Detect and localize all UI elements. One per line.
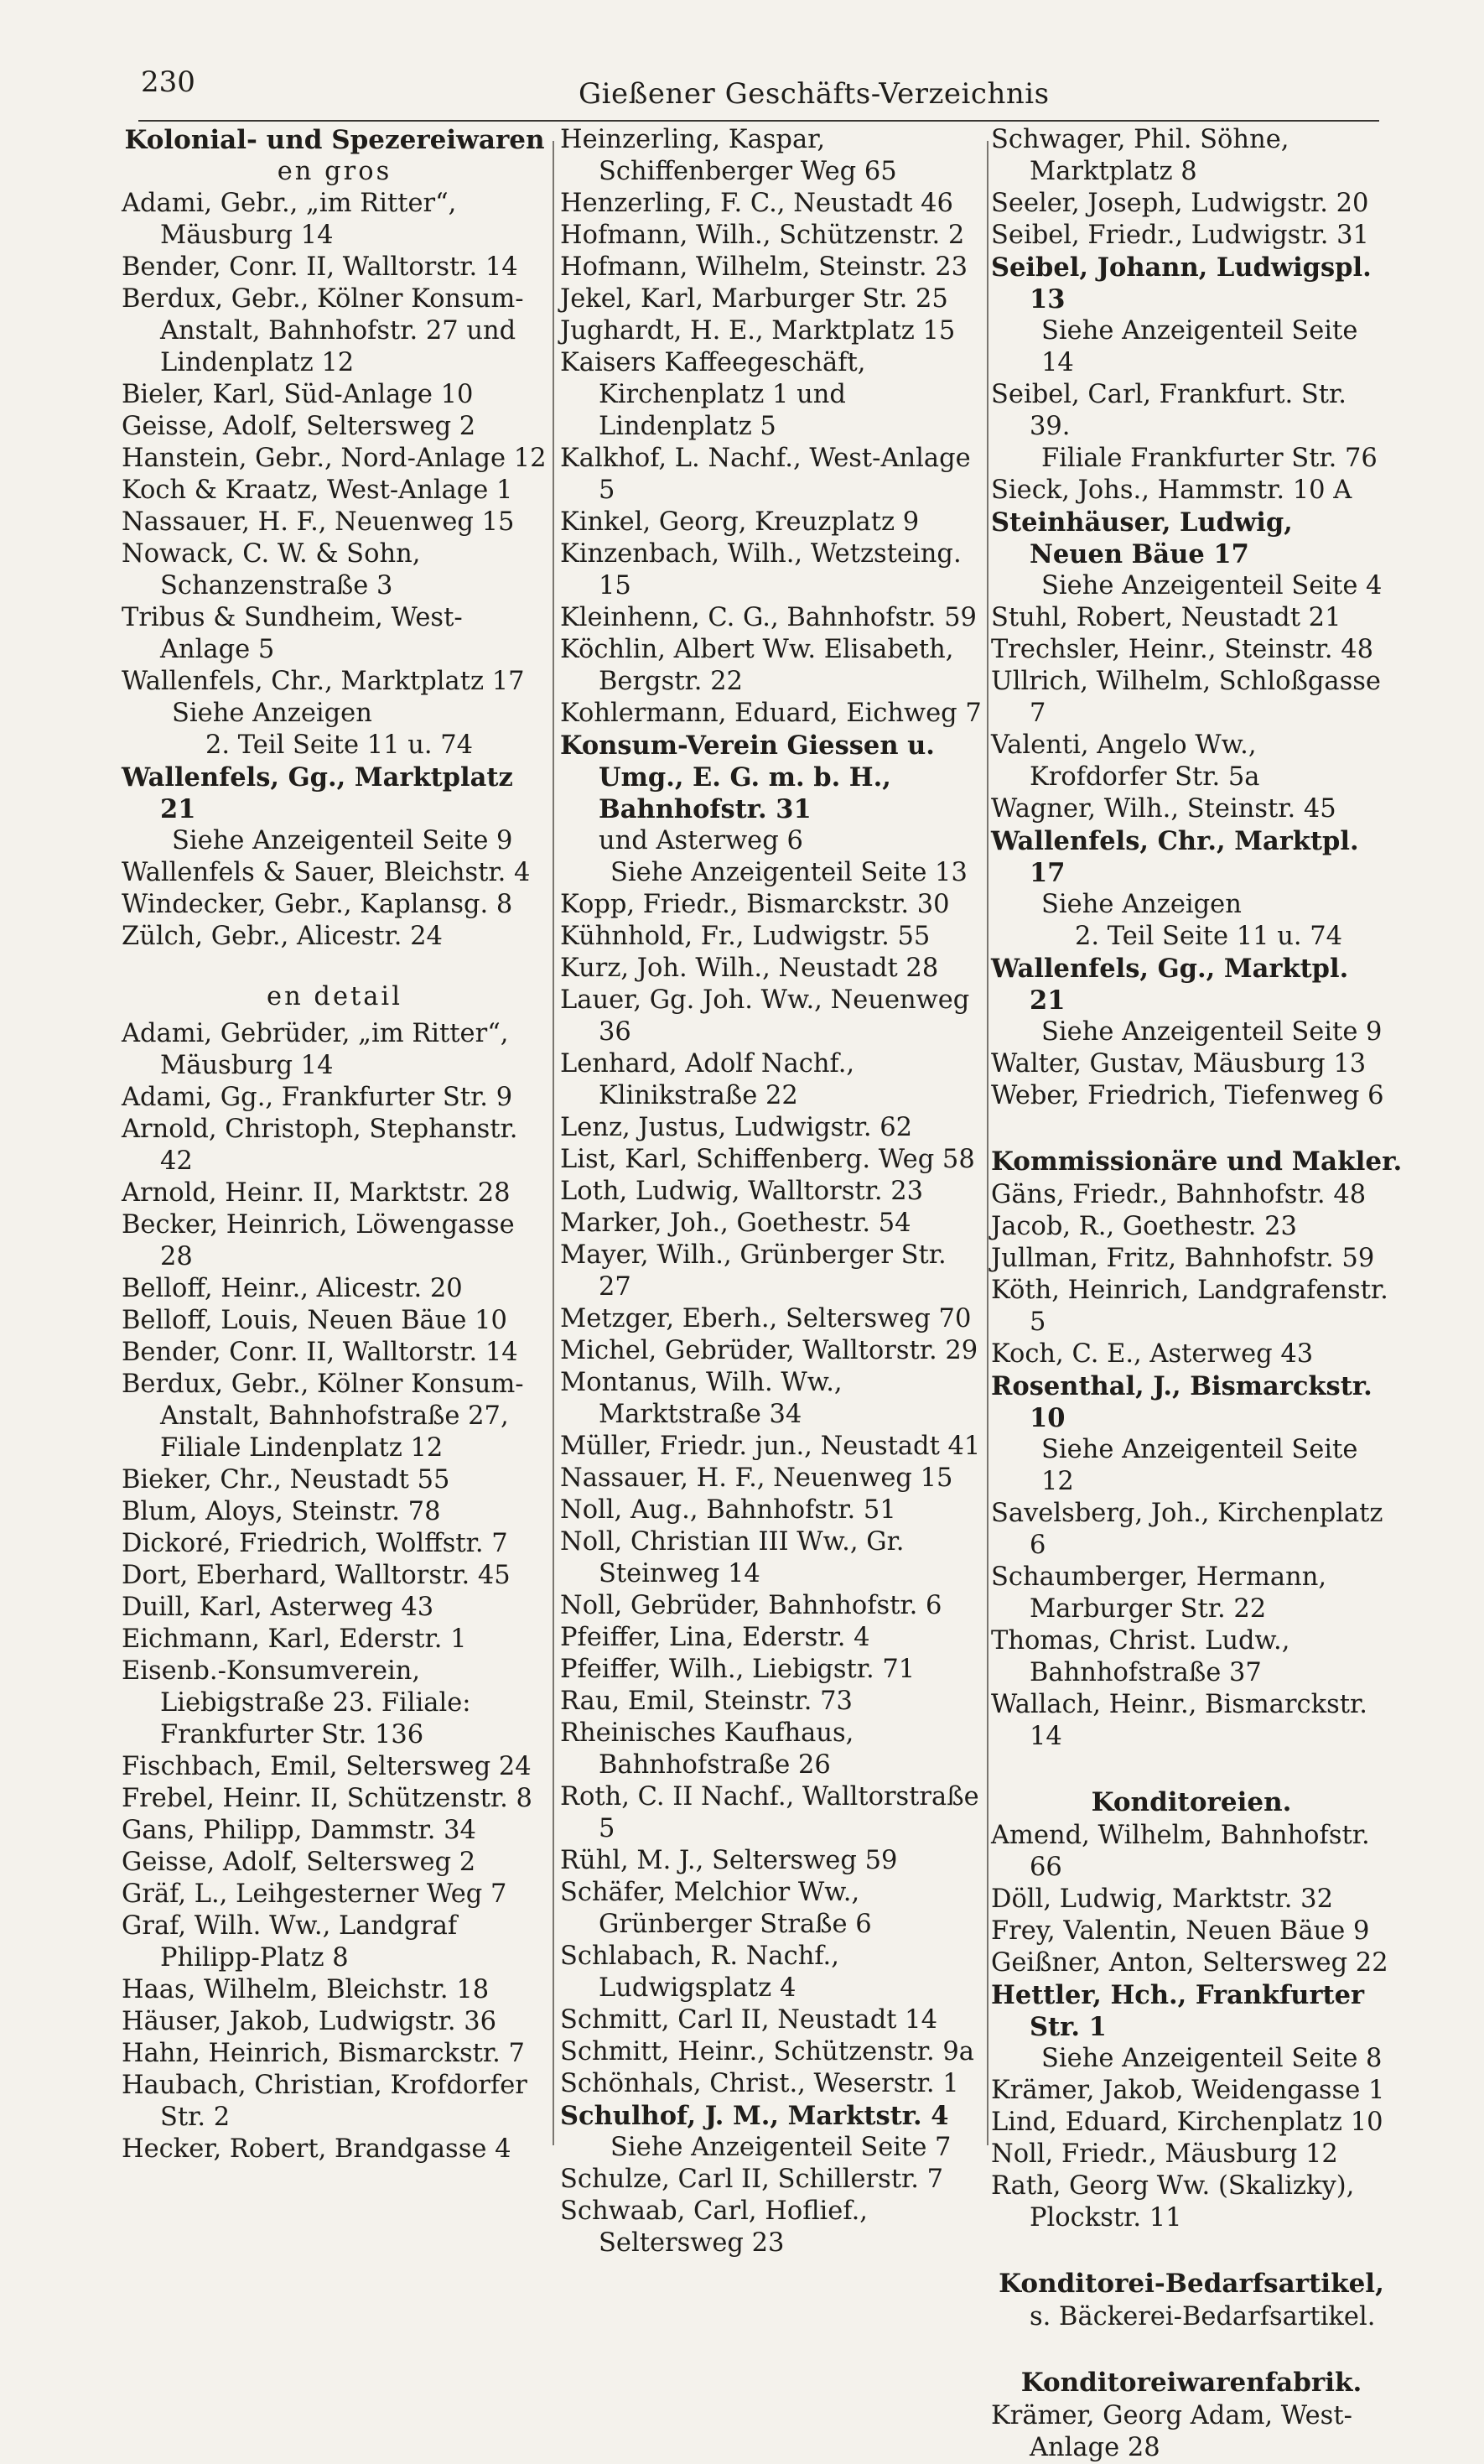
entry-note: Filiale Frankfurter Str. 76 xyxy=(1041,444,1378,473)
directory-entry: Blum, Aloys, Steinstr. 78 xyxy=(122,1497,441,1526)
directory-entry: Nowack, C. W. & Sohn, Schanzenstraße 3 xyxy=(122,539,421,600)
directory-entry: Arnold, Christoph, Stephanstr. 42 xyxy=(122,1115,518,1176)
directory-entry: Hofmann, Wilhelm, Steinstr. 23 xyxy=(560,252,968,282)
directory-entry: Kinkel, Georg, Kreuzplatz 9 xyxy=(560,507,920,537)
directory-entry: Seibel, Johann, Ludwigspl. 13 xyxy=(991,252,1372,314)
directory-entry: Windecker, Gebr., Kaplansg. 8 xyxy=(122,890,513,919)
directory-entry: Steinhäuser, Ludwig, Neuen Bäue 17 xyxy=(991,507,1293,569)
entry-list xyxy=(122,762,547,825)
directory-entry: Noll, Aug., Bahnhofstr. 51 xyxy=(560,1495,896,1525)
directory-entry: Rath, Georg Ww. (Skalizky), Plockstr. 11 xyxy=(991,2171,1355,2233)
directory-entry: Hanstein, Gebr., Nord-Anlage 12 xyxy=(122,444,547,473)
subheading: en detail xyxy=(267,982,402,1011)
directory-entry: Adami, Gg., Frankfurter Str. 9 xyxy=(122,1083,513,1112)
subheading: en gros xyxy=(277,157,392,186)
directory-entry: Schmitt, Heinr., Schützenstr. 9a xyxy=(560,2037,974,2066)
directory-entry: Lenz, Justus, Ludwigstr. 62 xyxy=(560,1113,913,1142)
directory-entry: Bieker, Chr., Neustadt 55 xyxy=(122,1465,450,1495)
entry-list xyxy=(991,379,1392,443)
directory-entry: Bender, Conr. II, Walltorstr. 14 xyxy=(122,252,518,282)
section-title: Konditorei-Bedarfsartikel, xyxy=(999,2269,1384,2299)
directory-entry: Dickoré, Friedrich, Wolffstr. 7 xyxy=(122,1529,508,1558)
directory-entry: Schlabach, R. Nachf., Ludwigsplatz 4 xyxy=(560,1942,839,2003)
directory-entry: Schmitt, Carl II, Neustadt 14 xyxy=(560,2005,937,2035)
running-head: Gießener Geschäfts-Verzeichnis xyxy=(579,77,1050,111)
directory-entry: Hettler, Hch., Frankfurter Str. 1 xyxy=(991,1980,1365,2042)
directory-entry: Wallenfels, Gg., Marktplatz 21 xyxy=(122,762,513,824)
directory-entry: Graf, Wilh. Ww., Landgraf Philipp-Platz 8 xyxy=(122,1911,458,1973)
directory-entry: Nassauer, H. F., Neuenweg 15 xyxy=(560,1463,953,1493)
directory-entry: Haubach, Christian, Krofdorfer Str. 2 xyxy=(122,2071,527,2132)
entry-note: Siehe Anzeigenteil Seite 9 xyxy=(1041,1017,1383,1047)
entry-list xyxy=(560,124,986,730)
directory-entry: Bieler, Karl, Süd-Anlage 10 xyxy=(122,380,474,409)
directory-entry: Michel, Gebrüder, Walltorstr. 29 xyxy=(560,1336,978,1365)
directory-entry: Pfeiffer, Wilh., Liebigstr. 71 xyxy=(560,1655,916,1684)
directory-entry: Frebel, Heinr. II, Schützenstr. 8 xyxy=(122,1784,532,1813)
directory-entry: Loth, Ludwig, Walltorstr. 23 xyxy=(560,1177,924,1206)
directory-entry: Noll, Friedr., Mäusburg 12 xyxy=(991,2139,1338,2169)
directory-entry: Koch, C. E., Asterweg 43 xyxy=(991,1339,1314,1369)
header-rule xyxy=(138,120,1379,122)
directory-entry: Trechsler, Heinr., Steinstr. 48 xyxy=(991,635,1374,664)
directory-entry: Konsum-Verein Giessen u. Umg., E. G. m. b. H., Bahnhofstr. 31 xyxy=(560,730,935,824)
directory-entry: Thomas, Christ. Ludw., Bahnhofstraße 37 xyxy=(991,1626,1290,1687)
directory-entry: Schulhof, J. M., Marktstr. 4 xyxy=(560,2101,949,2131)
directory-entry: Haas, Wilhelm, Bleichstr. 18 xyxy=(122,1975,490,2004)
directory-entry: Wallenfels, Chr., Marktplatz 17 xyxy=(122,667,525,696)
directory-entry: Arnold, Heinr. II, Marktstr. 28 xyxy=(122,1178,511,1208)
entry-list xyxy=(991,475,1392,507)
directory-entry: Becker, Heinrich, Löwengasse 28 xyxy=(122,1210,515,1271)
directory-entry: Köchlin, Albert Ww. Elisabeth, Bergstr. 22 xyxy=(560,635,954,696)
directory-entry: Seibel, Friedr., Ludwigstr. 31 xyxy=(991,221,1369,250)
directory-entry: Sieck, Johs., Hammstr. 10 A xyxy=(991,476,1352,505)
directory-entry: Ullrich, Wilhelm, Schloßgasse 7 xyxy=(991,667,1381,728)
entry-list xyxy=(991,1820,1392,1979)
directory-entry: Kohlermann, Eduard, Eichweg 7 xyxy=(560,699,982,728)
entry-list xyxy=(122,188,547,698)
directory-entry: Noll, Gebrüder, Bahnhofstr. 6 xyxy=(560,1591,942,1620)
directory-entry: Krämer, Georg Adam, West-Anlage 28 xyxy=(991,2401,1352,2462)
section-title: Kommissionäre und Makler. xyxy=(991,1146,1403,1177)
entry-note: Siehe Anzeigenteil Seite 13 xyxy=(610,858,968,887)
entry-note: Siehe Anzeigenteil Seite 12 xyxy=(1041,1435,1358,1496)
entry-list xyxy=(991,124,1392,252)
directory-entry: Seeler, Joseph, Ludwigstr. 20 xyxy=(991,189,1369,218)
directory-entry: Jullman, Fritz, Bahnhofstr. 59 xyxy=(991,1244,1375,1273)
directory-entry: Weber, Friedrich, Tiefenweg 6 xyxy=(991,1081,1384,1110)
entry-note: Siehe Anzeigenteil Seite 8 xyxy=(1041,2044,1383,2073)
directory-entry: Dort, Eberhard, Walltorstr. 45 xyxy=(122,1561,511,1590)
directory-entry: Zülch, Gebr., Alicestr. 24 xyxy=(122,922,443,951)
section-title: Kolonial- und Spezereiwaren xyxy=(124,125,545,155)
directory-entry: Noll, Christian III Ww., Gr. Steinweg 14 xyxy=(560,1527,905,1588)
directory-entry: List, Karl, Schiffenberg. Weg 58 xyxy=(560,1145,975,1174)
section-title: Konditoreiwarenfabrik. xyxy=(1020,2368,1362,2398)
directory-entry: Schönhals, Christ., Weserstr. 1 xyxy=(560,2069,959,2098)
directory-entry: Belloff, Heinr., Alicestr. 20 xyxy=(122,1274,463,1303)
directory-entry: Kalkhof, L. Nachf., West-Anlage 5 xyxy=(560,444,971,505)
column-2 xyxy=(560,124,986,2259)
directory-entry: Schwager, Phil. Söhne, Marktplatz 8 xyxy=(991,125,1289,186)
entry-list xyxy=(560,2164,986,2259)
column-divider xyxy=(987,141,988,2145)
directory-entry: Rau, Emil, Steinstr. 73 xyxy=(560,1687,853,1716)
directory-entry: Stuhl, Robert, Neustadt 21 xyxy=(991,603,1341,632)
directory-entry: Lind, Eduard, Kirchenplatz 10 xyxy=(991,2108,1383,2137)
entry-list xyxy=(122,1018,547,2165)
directory-entry: Geißner, Anton, Seltersweg 22 xyxy=(991,1948,1388,1978)
page-number: 230 xyxy=(141,65,195,99)
directory-entry: Savelsberg, Joh., Kirchenplatz 6 xyxy=(991,1499,1383,1560)
directory-entry: Geisse, Adolf, Seltersweg 2 xyxy=(122,1848,476,1877)
entry-note: Siehe Anzeigen xyxy=(172,699,372,728)
directory-entry: Wagner, Wilh., Steinstr. 45 xyxy=(991,794,1336,824)
directory-entry: Köth, Heinrich, Landgrafenstr. 5 xyxy=(991,1276,1388,1337)
directory-entry: Tribus & Sundheim, West-Anlage 5 xyxy=(122,603,463,664)
directory-entry: Duill, Karl, Asterweg 43 xyxy=(122,1593,434,1622)
directory-entry: Belloff, Louis, Neuen Bäue 10 xyxy=(122,1306,507,1335)
directory-entry: Bender, Conr. II, Walltorstr. 14 xyxy=(122,1338,518,1367)
directory-entry: Hofmann, Wilh., Schützenstr. 2 xyxy=(560,221,965,250)
entry-list xyxy=(991,1179,1392,1370)
directory-entry: Kaisers Kaffeegeschäft, Kirchenplatz 1 und Lindenplatz 5 xyxy=(560,348,866,441)
directory-entry: Geisse, Adolf, Seltersweg 2 xyxy=(122,412,476,441)
directory-entry: Kleinhenn, C. G., Bahnhofstr. 59 xyxy=(560,603,977,632)
directory-entry: Lenhard, Adolf Nachf., Klinikstraße 22 xyxy=(560,1049,855,1110)
directory-entry: Wallenfels, Chr., Marktpl. 17 xyxy=(991,826,1359,888)
directory-entry: Roth, C. II Nachf., Walltorstraße 5 xyxy=(560,1782,979,1843)
directory-entry: Seibel, Carl, Frankfurt. Str. 39. xyxy=(991,380,1346,441)
column-1 xyxy=(122,124,547,2165)
directory-entry: Jacob, R., Goethestr. 23 xyxy=(991,1212,1297,1241)
directory-entry: Jughardt, H. E., Marktplatz 15 xyxy=(560,316,956,346)
directory-entry: Rühl, M. J., Seltersweg 59 xyxy=(560,1846,898,1875)
entry-list xyxy=(991,1048,1392,1112)
directory-entry: Marker, Joh., Goethestr. 54 xyxy=(560,1209,911,1238)
directory-entry: Krämer, Jakob, Weidengasse 1 xyxy=(991,2076,1385,2105)
directory-entry: Rheinisches Kaufhaus, Bahnhofstraße 26 xyxy=(560,1718,854,1780)
directory-entry: Koch & Kraatz, West-Anlage 1 xyxy=(122,476,513,505)
directory-entry: Montanus, Wilh. Ww., Marktstraße 34 xyxy=(560,1368,843,1429)
directory-entry: Gans, Philipp, Dammstr. 34 xyxy=(122,1816,476,1845)
column-divider xyxy=(553,141,554,2145)
entry-list xyxy=(991,1498,1392,1753)
directory-entry: Henzerling, F. C., Neustadt 46 xyxy=(560,189,953,218)
directory-entry: Adami, Gebrüder, „im Ritter“, Mäusburg 14 xyxy=(122,1019,509,1080)
directory-entry: Hahn, Heinrich, Bismarckstr. 7 xyxy=(122,2039,525,2068)
entry-note: Siehe Anzeigenteil Seite 14 xyxy=(1041,316,1358,377)
directory-entry: Kühnhold, Fr., Ludwigstr. 55 xyxy=(560,922,931,951)
entry-list xyxy=(122,857,547,953)
directory-entry: Hecker, Robert, Brandgasse 4 xyxy=(122,2134,511,2164)
directory-entry: Kinzenbach, Wilh., Wetzsteing. 15 xyxy=(560,539,962,600)
entry-note: Siehe Anzeigenteil Seite 4 xyxy=(1041,571,1383,600)
directory-entry: Häuser, Jakob, Ludwigstr. 36 xyxy=(122,2007,497,2036)
directory-entry: Wallenfels & Sauer, Bleichstr. 4 xyxy=(122,858,531,887)
directory-entry: Wallenfels, Gg., Marktpl. 21 xyxy=(991,954,1349,1016)
directory-entry: Rosenthal, J., Bismarckstr. 10 xyxy=(991,1371,1372,1433)
entry-note: Siehe Anzeigen xyxy=(1041,890,1242,919)
directory-entry: Frey, Valentin, Neuen Bäue 9 xyxy=(991,1916,1370,1946)
directory-entry: Pfeiffer, Lina, Ederstr. 4 xyxy=(560,1623,870,1652)
directory-entry: Fischbach, Emil, Seltersweg 24 xyxy=(122,1752,532,1781)
directory-entry: Kopp, Friedr., Bismarckstr. 30 xyxy=(560,890,950,919)
directory-entry: Berdux, Gebr., Kölner Konsum-Anstalt, Bahnhofstraße 27, Filiale Lindenplatz 12 xyxy=(122,1370,524,1463)
directory-entry: Metzger, Eberh., Seltersweg 70 xyxy=(560,1304,972,1333)
entry-list xyxy=(991,2400,1392,2464)
directory-entry: Amend, Wilhelm, Bahnhofstr. 66 xyxy=(991,1821,1370,1882)
directory-entry: Schaumberger, Hermann, Marburger Str. 22 xyxy=(991,1562,1327,1624)
directory-entry: Eisenb.-Konsumverein, Liebigstraße 23. Filiale: Frankfurter Str. 136 xyxy=(122,1656,471,1749)
directory-entry: Schwaab, Carl, Hoflief., Seltersweg 23 xyxy=(560,2196,868,2258)
entry-note: und Asterweg 6 xyxy=(599,826,803,855)
directory-entry: Walter, Gustav, Mäusburg 13 xyxy=(991,1049,1367,1079)
directory-entry: Valenti, Angelo Ww., Krofdorfer Str. 5a xyxy=(991,730,1260,792)
directory-entry: Berdux, Gebr., Kölner Konsum-Anstalt, Bahnhofstr. 27 und Lindenplatz 12 xyxy=(122,284,524,377)
directory-entry: Mayer, Wilh., Grünberger Str. 27 xyxy=(560,1240,947,1302)
entry-note: 2. Teil Seite 11 u. 74 xyxy=(1075,922,1343,951)
directory-entry: Heinzerling, Kaspar, Schiffenberger Weg 65 xyxy=(560,125,897,186)
directory-entry: Nassauer, H. F., Neuenweg 15 xyxy=(122,507,515,537)
directory-entry: Wallach, Heinr., Bismarckstr. 14 xyxy=(991,1690,1367,1751)
directory-entry: Kurz, Joh. Wilh., Neustadt 28 xyxy=(560,954,939,983)
entry-note: Siehe Anzeigenteil Seite 7 xyxy=(610,2133,952,2162)
entry-list xyxy=(560,889,986,2100)
directory-entry: Gräf, L., Leihgesterner Weg 7 xyxy=(122,1879,507,1909)
directory-entry: Jekel, Karl, Marburger Str. 25 xyxy=(560,284,948,314)
column-3 xyxy=(991,124,1403,2464)
directory-entry: Schulze, Carl II, Schillerstr. 7 xyxy=(560,2165,944,2194)
directory-entry: Müller, Friedr. jun., Neustadt 41 xyxy=(560,1432,981,1461)
entry-note: Siehe Anzeigenteil Seite 9 xyxy=(172,826,513,855)
section-title: Konditoreien. xyxy=(1091,1787,1292,1817)
directory-entry: Eichmann, Karl, Ederstr. 1 xyxy=(122,1624,467,1654)
entry-note: 2. Teil Seite 11 u. 74 xyxy=(205,730,474,760)
directory-entry: Gäns, Friedr., Bahnhofstr. 48 xyxy=(991,1180,1367,1209)
entry-note: s. Bäckerei-Bedarfsartikel. xyxy=(1030,2302,1376,2331)
directory-entry: Schäfer, Melchior Ww., Grünberger Straße 6 xyxy=(560,1878,872,1939)
entry-list xyxy=(991,2075,1392,2234)
entry-list xyxy=(991,602,1392,825)
directory-entry: Lauer, Gg. Joh. Ww., Neuenweg 36 xyxy=(560,985,970,1047)
directory-entry: Döll, Ludwig, Marktstr. 32 xyxy=(991,1884,1333,1914)
directory-entry: Adami, Gebr., „im Ritter“, Mäusburg 14 xyxy=(122,189,457,250)
